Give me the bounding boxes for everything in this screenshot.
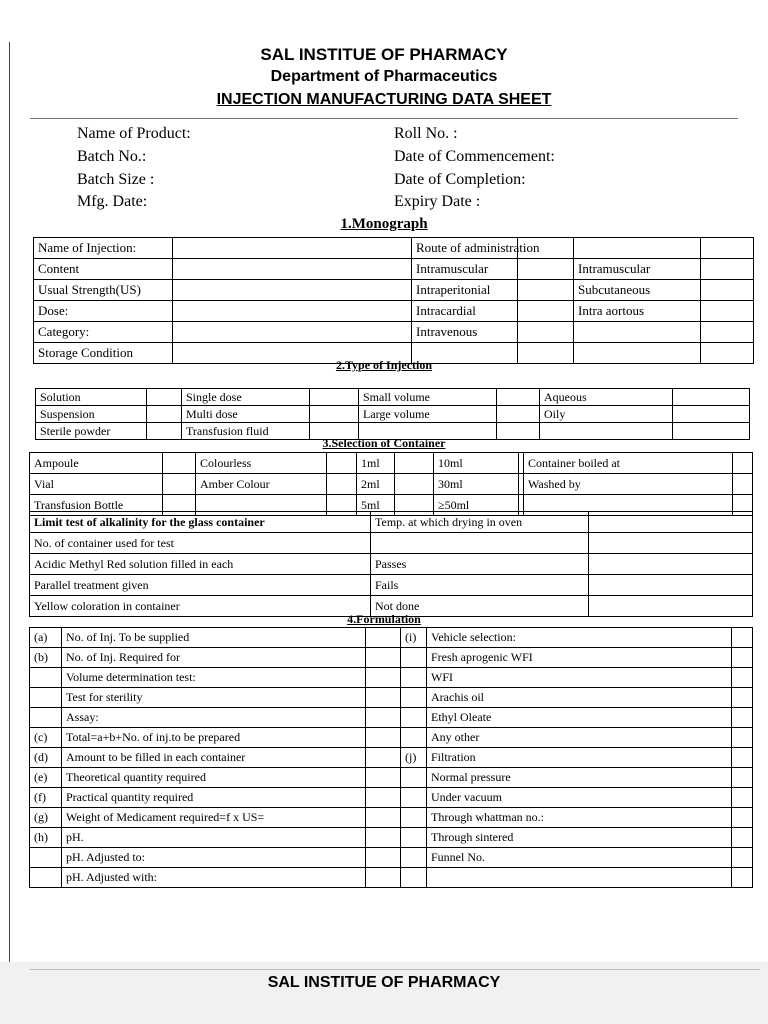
table-row: [34, 238, 754, 259]
table-row: [30, 848, 753, 868]
table-cell: Amount to be filled in each container: [62, 748, 366, 768]
table-cell: (e): [30, 768, 62, 788]
table-cell: Dose:: [34, 301, 173, 322]
info-expiry-date: Expiry Date :: [394, 193, 481, 210]
table-cell[interactable]: [366, 668, 401, 688]
table-cell: Under vacuum: [427, 788, 732, 808]
table-cell: Ampoule: [30, 453, 163, 474]
table-cell: Amber Colour: [196, 474, 327, 495]
next-page-rule: [30, 969, 760, 970]
table-row: [30, 554, 753, 575]
table-cell[interactable]: [497, 406, 540, 423]
table-cell: Assay:: [62, 708, 366, 728]
table-cell[interactable]: [589, 554, 753, 575]
header-rule: [30, 118, 738, 119]
table-cell[interactable]: [401, 828, 427, 848]
table-row: [30, 512, 753, 533]
table-cell: Usual Strength(US): [34, 280, 173, 301]
table-cell: Oily: [540, 406, 673, 423]
table-cell: No. of Inj. Required for: [62, 648, 366, 668]
table-cell[interactable]: [732, 788, 753, 808]
table-row: [30, 748, 753, 768]
table-cell[interactable]: [395, 453, 434, 474]
table-cell[interactable]: [366, 748, 401, 768]
table-cell: Suspension: [36, 406, 147, 423]
injection-type-table: [35, 388, 750, 440]
table-cell[interactable]: [366, 628, 401, 648]
table-cell[interactable]: [589, 512, 753, 533]
table-cell: Solution: [36, 389, 147, 406]
table-cell[interactable]: [673, 389, 750, 406]
table-cell[interactable]: [401, 648, 427, 668]
table-cell[interactable]: [366, 708, 401, 728]
table-row: [30, 575, 753, 596]
table-cell: Aqueous: [540, 389, 673, 406]
table-row: [34, 259, 754, 280]
table-cell[interactable]: [401, 688, 427, 708]
table-cell: ≥50ml: [434, 495, 519, 516]
table-cell: (j): [401, 748, 427, 768]
table-cell: Acidic Methyl Red solution filled in each: [30, 554, 371, 575]
department-name: Department of Pharmaceutics: [270, 68, 498, 85]
table-cell: Transfusion Bottle: [30, 495, 163, 516]
table-cell[interactable]: [366, 828, 401, 848]
next-page-area: [0, 962, 768, 1024]
table-cell[interactable]: [401, 768, 427, 788]
table-cell: No. of Inj. To be supplied: [62, 628, 366, 648]
info-date-of-completion: Date of Completion:: [394, 171, 526, 188]
table-cell: Parallel treatment given: [30, 575, 371, 596]
table-cell: (b): [30, 648, 62, 668]
table-cell: Content: [34, 259, 173, 280]
table-cell[interactable]: [401, 668, 427, 688]
alkalinity-test-table: [29, 511, 753, 617]
table-cell: (d): [30, 748, 62, 768]
table-cell[interactable]: [701, 322, 754, 343]
table-cell: Arachis oil: [427, 688, 732, 708]
table-cell[interactable]: [732, 828, 753, 848]
table-cell[interactable]: [30, 868, 62, 888]
table-cell[interactable]: [366, 648, 401, 668]
table-cell[interactable]: [173, 238, 412, 259]
table-cell[interactable]: [732, 628, 753, 648]
table-cell[interactable]: [147, 389, 182, 406]
table-cell: Yellow coloration in container: [30, 596, 371, 617]
table-cell: (c): [30, 728, 62, 748]
table-cell: Container boiled at: [524, 453, 733, 474]
table-row: [30, 788, 753, 808]
table-cell: Name of Injection:: [34, 238, 173, 259]
table-row: [30, 808, 753, 828]
table-cell: Vehicle selection:: [427, 628, 732, 648]
table-cell[interactable]: [401, 808, 427, 828]
table-cell[interactable]: [366, 768, 401, 788]
table-cell: (g): [30, 808, 62, 828]
table-cell[interactable]: [732, 708, 753, 728]
table-cell[interactable]: [574, 322, 701, 343]
table-cell[interactable]: [401, 848, 427, 868]
table-row: [30, 453, 753, 474]
table-cell[interactable]: [701, 301, 754, 322]
table-cell: Sterile powder: [36, 423, 147, 440]
table-row: [30, 728, 753, 748]
table-cell: Washed by: [524, 474, 733, 495]
table-cell[interactable]: [366, 808, 401, 828]
container-table: [29, 452, 753, 516]
table-cell[interactable]: [427, 868, 732, 888]
table-cell: (f): [30, 788, 62, 808]
table-cell: Test for sterility: [62, 688, 366, 708]
formulation-table: [29, 627, 753, 888]
table-row: [36, 406, 750, 423]
table-row: [34, 301, 754, 322]
monograph-table: [33, 237, 754, 364]
table-row: [36, 389, 750, 406]
table-cell: Volume determination test:: [62, 668, 366, 688]
info-name-of-product: Name of Product:: [77, 125, 191, 142]
table-cell: Intramuscular: [412, 259, 518, 280]
section-type-title: 2.Type of Injection: [335, 358, 433, 372]
table-cell: Intracardial: [412, 301, 518, 322]
section-container-title: 3.Selection of Container: [322, 436, 446, 450]
table-cell: Funnel No.: [427, 848, 732, 868]
table-cell[interactable]: [327, 453, 357, 474]
table-cell[interactable]: [366, 788, 401, 808]
table-cell[interactable]: [401, 868, 427, 888]
table-cell: Passes: [371, 554, 589, 575]
table-cell[interactable]: [732, 868, 753, 888]
table-cell[interactable]: [732, 848, 753, 868]
table-cell[interactable]: [327, 474, 357, 495]
table-cell: 2ml: [357, 474, 395, 495]
table-cell: Colourless: [196, 453, 327, 474]
table-cell[interactable]: [173, 259, 412, 280]
table-row: [30, 474, 753, 495]
table-row: [30, 628, 753, 648]
table-cell: Route of administration: [412, 238, 518, 259]
table-cell: (a): [30, 628, 62, 648]
table-cell: Transfusion fluid: [182, 423, 310, 440]
table-row: [30, 828, 753, 848]
table-cell: No. of container used for test: [30, 533, 371, 554]
table-cell[interactable]: [401, 728, 427, 748]
table-cell: Limit test of alkalinity for the glass container: [30, 512, 371, 533]
table-cell: WFI: [427, 668, 732, 688]
table-cell[interactable]: [30, 848, 62, 868]
table-cell[interactable]: [673, 406, 750, 423]
table-cell: Not done: [371, 596, 589, 617]
table-cell[interactable]: [589, 575, 753, 596]
info-mfg-date: Mfg. Date:: [77, 193, 148, 210]
table-row: [30, 868, 753, 888]
table-row: [30, 708, 753, 728]
table-cell: Theoretical quantity required: [62, 768, 366, 788]
table-cell: 1ml: [357, 453, 395, 474]
table-cell: Ethyl Oleate: [427, 708, 732, 728]
table-row: [30, 688, 753, 708]
table-cell[interactable]: [732, 748, 753, 768]
table-cell[interactable]: [371, 533, 589, 554]
table-cell[interactable]: [163, 453, 196, 474]
table-cell[interactable]: [732, 728, 753, 748]
table-row: [34, 322, 754, 343]
page-left-edge: [9, 42, 10, 1002]
table-cell: Vial: [30, 474, 163, 495]
table-cell: (i): [401, 628, 427, 648]
table-cell: Normal pressure: [427, 768, 732, 788]
table-cell: 5ml: [357, 495, 395, 516]
table-cell: Intravenous: [412, 322, 518, 343]
table-cell[interactable]: [518, 280, 574, 301]
table-row: [30, 533, 753, 554]
table-cell[interactable]: [733, 474, 753, 495]
table-cell[interactable]: [732, 688, 753, 708]
table-cell: 30ml: [434, 474, 519, 495]
table-cell[interactable]: [733, 453, 753, 474]
table-cell[interactable]: [173, 301, 412, 322]
table-cell[interactable]: [732, 648, 753, 668]
table-cell: Single dose: [182, 389, 310, 406]
info-roll-no: Roll No. :: [394, 125, 458, 142]
table-cell[interactable]: [366, 848, 401, 868]
table-cell: pH.: [62, 828, 366, 848]
table-cell: Through sintered: [427, 828, 732, 848]
table-cell: Subcutaneous: [574, 280, 701, 301]
table-cell: Total=a+b+No. of inj.to be prepared: [62, 728, 366, 748]
table-cell[interactable]: [366, 868, 401, 888]
table-cell[interactable]: [147, 406, 182, 423]
table-cell: Filtration: [427, 748, 732, 768]
table-cell[interactable]: [173, 322, 412, 343]
section-monograph-title: 1.Monograph: [340, 216, 428, 232]
table-cell: Fresh aprogenic WFI: [427, 648, 732, 668]
table-cell[interactable]: [589, 533, 753, 554]
table-row: [30, 668, 753, 688]
table-cell: 10ml: [434, 453, 519, 474]
institute-name: SAL INSTITUE OF PHARMACY: [260, 45, 508, 64]
table-cell[interactable]: [366, 728, 401, 748]
table-cell[interactable]: [518, 259, 574, 280]
table-row: [30, 648, 753, 668]
table-cell[interactable]: [30, 708, 62, 728]
table-cell[interactable]: [395, 474, 434, 495]
sheet-title: INJECTION MANUFACTURING DATA SHEET: [216, 91, 552, 108]
table-cell: Weight of Medicament required=f x US=: [62, 808, 366, 828]
table-cell: pH. Adjusted to:: [62, 848, 366, 868]
table-cell[interactable]: [401, 708, 427, 728]
table-cell: Through whattman no.:: [427, 808, 732, 828]
table-cell: Intramuscular: [574, 259, 701, 280]
next-page-partial-title: SAL INSTITUE OF PHARMACY: [267, 974, 501, 991]
table-cell: Temp. at which drying in oven: [371, 512, 589, 533]
table-cell[interactable]: [701, 238, 754, 259]
table-cell: Multi dose: [182, 406, 310, 423]
table-cell[interactable]: [701, 280, 754, 301]
table-cell: Practical quantity required: [62, 788, 366, 808]
info-batch-size: Batch Size :: [77, 171, 155, 188]
table-cell[interactable]: [518, 322, 574, 343]
table-cell: Large volume: [359, 406, 497, 423]
table-cell[interactable]: [701, 259, 754, 280]
table-row: [30, 768, 753, 788]
section-formulation-title: 4.Formulation: [347, 612, 421, 626]
table-cell[interactable]: [30, 688, 62, 708]
table-cell: (h): [30, 828, 62, 848]
table-cell[interactable]: [310, 389, 359, 406]
info-batch-no: Batch No.:: [77, 148, 147, 165]
table-cell: Category:: [34, 322, 173, 343]
table-cell: pH. Adjusted with:: [62, 868, 366, 888]
table-cell: Intra aortous: [574, 301, 701, 322]
info-date-of-commencement: Date of Commencement:: [394, 148, 555, 165]
table-cell[interactable]: [401, 788, 427, 808]
table-cell[interactable]: [574, 238, 701, 259]
table-cell[interactable]: [732, 808, 753, 828]
table-cell: Any other: [427, 728, 732, 748]
table-cell[interactable]: [30, 668, 62, 688]
table-cell[interactable]: [366, 688, 401, 708]
table-cell: Intraperitonial: [412, 280, 518, 301]
table-cell[interactable]: [732, 668, 753, 688]
table-cell[interactable]: [518, 301, 574, 322]
table-cell: Storage Condition: [34, 343, 173, 364]
table-cell[interactable]: [310, 406, 359, 423]
table-cell[interactable]: [497, 389, 540, 406]
table-cell[interactable]: [163, 474, 196, 495]
table-row: [34, 280, 754, 301]
table-cell[interactable]: [173, 280, 412, 301]
table-cell: Small volume: [359, 389, 497, 406]
table-cell: Fails: [371, 575, 589, 596]
table-cell[interactable]: [732, 768, 753, 788]
